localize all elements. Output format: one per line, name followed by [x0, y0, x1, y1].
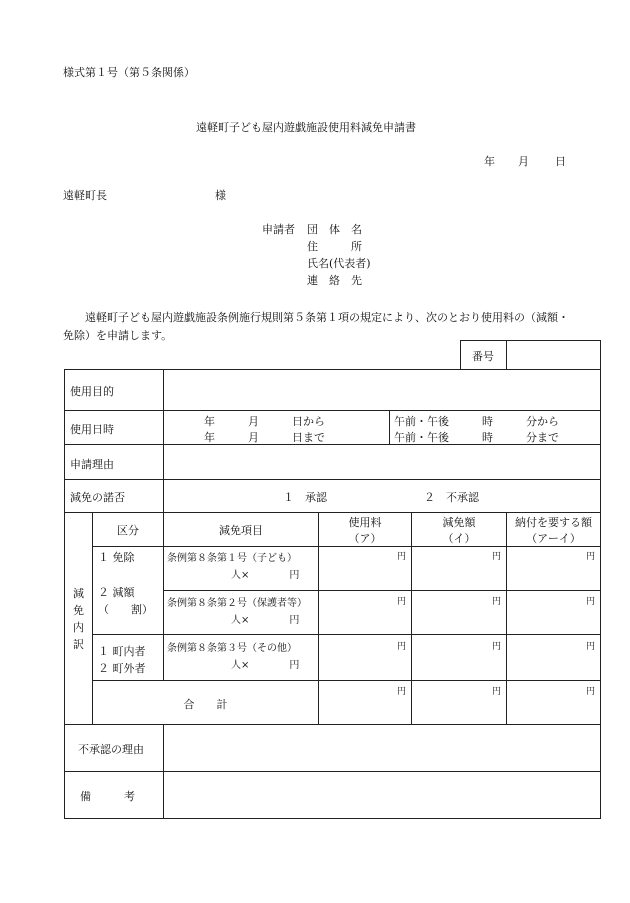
category-reduce-percent: （ 割） — [98, 603, 153, 616]
decision-label: 減免の諾否 — [70, 491, 125, 504]
reduction-yen: 円 — [491, 597, 501, 607]
item-calc: 人× 円 — [231, 660, 300, 671]
body-text-line-1: 遠軽町子ども屋内遊戯施設条例施行規則第５条第１項の規定により、次のとおり使用料の（減額・ — [85, 311, 569, 324]
document-title: 遠軽町子ども屋内遊戯施設使用料減免申請書 — [196, 121, 416, 134]
applicant-org-name: 団 体 名 — [307, 223, 362, 236]
applicant-label: 申請者 — [262, 223, 295, 236]
header-item: 減免項目 — [219, 524, 263, 537]
applicant-address: 住 所 — [307, 240, 362, 253]
total-label: 合 計 — [183, 698, 228, 711]
item-calc: 人× 円 — [231, 615, 300, 626]
header-category: 区分 — [117, 524, 139, 537]
fee-yen: 円 — [396, 597, 406, 607]
item-rule: 条例第８条第３号（その他） — [167, 643, 297, 654]
item-rule: 条例第８条第２号（保護者等） — [167, 598, 307, 609]
applicant-contact: 連 絡 先 — [307, 274, 362, 287]
item-rule: 条例第８条第１号（子ども） — [167, 553, 297, 564]
date-month: 月 — [518, 155, 529, 168]
header-fee-sub: （ア） — [348, 532, 382, 545]
rejection-reason-label: 不承認の理由 — [78, 743, 144, 756]
addressee-name: 遠軽町長 — [63, 189, 107, 202]
category-exempt: １ 免除 — [98, 551, 135, 564]
date-from: 年 月 日から — [204, 415, 325, 428]
category-resident: １ 町内者 — [98, 645, 146, 658]
reduction-yen: 円 — [491, 552, 501, 562]
item-calc: 人× 円 — [231, 570, 300, 581]
fee-yen: 円 — [396, 642, 406, 652]
total-fee-yen: 円 — [396, 687, 406, 697]
header-reduction: 減免額 — [442, 516, 476, 529]
total-payable-yen: 円 — [585, 687, 595, 697]
form-number: 様式第１号（第５条関係） — [63, 66, 195, 79]
time-to: 午前・午後 時 分まで — [394, 431, 559, 444]
header-reduction-sub: （イ） — [442, 532, 476, 545]
header-payable-sub: （アーイ） — [526, 532, 581, 545]
number-label: 番号 — [472, 350, 494, 363]
date-day: 日 — [555, 155, 566, 168]
purpose-field[interactable] — [164, 370, 600, 410]
fee-yen: 円 — [396, 552, 406, 562]
payable-yen: 円 — [585, 642, 595, 652]
time-from: 午前・午後 時 分から — [394, 415, 559, 428]
reason-label: 申請理由 — [70, 458, 114, 471]
breakdown-side-label: 減 免 内 訳 — [73, 587, 84, 651]
decision-approve[interactable]: １ 承認 — [283, 491, 327, 504]
payable-yen: 円 — [585, 597, 595, 607]
decision-reject[interactable]: ２ 不承認 — [424, 491, 479, 504]
date-to: 年 月 日まで — [204, 431, 325, 444]
remarks-label: 備 考 — [80, 790, 135, 803]
date-year: 年 — [484, 155, 495, 168]
total-reduction-yen: 円 — [491, 687, 501, 697]
header-payable: 納付を要する額 — [515, 516, 592, 529]
number-field[interactable] — [507, 341, 600, 369]
reduction-yen: 円 — [491, 642, 501, 652]
header-fee: 使用料 — [348, 516, 382, 529]
remarks-field[interactable] — [164, 772, 600, 818]
applicant-representative: 氏名(代表者) — [307, 257, 371, 270]
reason-field[interactable] — [164, 445, 600, 479]
purpose-label: 使用目的 — [70, 385, 114, 398]
body-text-line-2: 免除）を申請します。 — [63, 329, 173, 342]
rejection-reason-field[interactable] — [164, 725, 600, 771]
addressee-honorific: 様 — [215, 189, 226, 202]
datetime-label: 使用日時 — [70, 423, 114, 436]
category-reduce: ２ 減額 — [98, 586, 135, 599]
category-nonresident: ２ 町外者 — [98, 662, 146, 675]
payable-yen: 円 — [585, 552, 595, 562]
